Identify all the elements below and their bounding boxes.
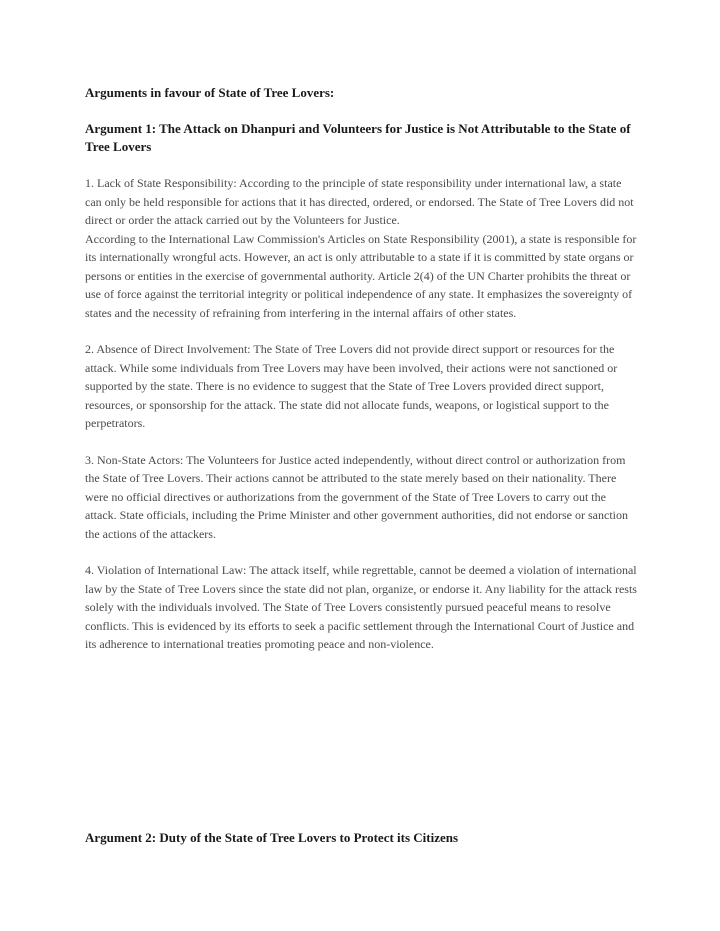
- paragraph-2: 2. Absence of Direct Involvement: The State of Tree Lovers did not provide direct support or resources for the attack. While some individuals from Tree Lovers may have been involved, their actions were not sanctioned or supported by the state. There is no evidence to suggest that the State of Tree Lovers provided direct support, resources, or sponsorship for the attack. The state did not allocate funds, weapons, or logistical support to the perpetrators.: [85, 342, 618, 430]
- paragraph-3-block: [85, 451, 637, 544]
- paragraph-3: 3. Non-State Actors: The Volunteers for Justice acted independently, without direct control or authorization from the State of Tree Lovers. Their actions cannot be attributed to the state merely based on their nationality. There were no official directives or authorizations from the government of the State of Tree Lovers to carry out the attack. State officials, including the Prime Minister and other government authorities, did not endorse or sanction the actions of the attackers.: [85, 452, 628, 541]
- paragraph-1-continued: According to the International Law Commission's Articles on State Responsibility (2001), a state is responsible for its internationally wrongful acts. However, an act is only attributable to a state if it is committed by state organs or persons or entities in the exercise of governmental authority. Article 2(4) of the UN Charter prohibits the threat or use of force against the territorial integrity or political independence of any state. It emphasizes the sovereignty of states and the necessity of refraining from interfering in the internal affairs of other states.: [85, 231, 637, 320]
- paragraph-1: 1. Lack of State Responsibility: According to the principle of state responsibility under international law, a state can only be held responsible for actions that it has directed, ordered, or endorsed. The State of Tree Lovers did not direct or order the attack carried out by the Volunteers for Justice.: [85, 176, 634, 227]
- paragraph-4: 4. Violation of International Law: The attack itself, while regrettable, cannot be deemed a violation of international law by the State of Tree Lovers since the state did not plan, organize, or endorse it. Any liability for the attack rests solely with the individuals involved. The State of Tree Lovers consistently pursued peaceful means to resolve conflicts. This is evidenced by its efforts to seek a pacific settlement through the International Court of Justice and its adherence to international treaties promoting peace and non-violence.: [85, 563, 637, 651]
- argument-2-title: Argument 2: Duty of the State of Tree Lovers to Protect its Citizens: [85, 830, 459, 845]
- paragraph-4-block: [85, 561, 637, 654]
- document-heading: Arguments in favour of State of Tree Lovers:: [85, 85, 335, 100]
- paragraph-2-block: [85, 340, 637, 433]
- paragraph-1-block: [85, 174, 637, 322]
- document-body: [85, 84, 637, 654]
- argument-1-title: Argument 1: The Attack on Dhanpuri and Volunteers for Justice is Not Attributable to the State of Tree Lovers: [85, 121, 631, 154]
